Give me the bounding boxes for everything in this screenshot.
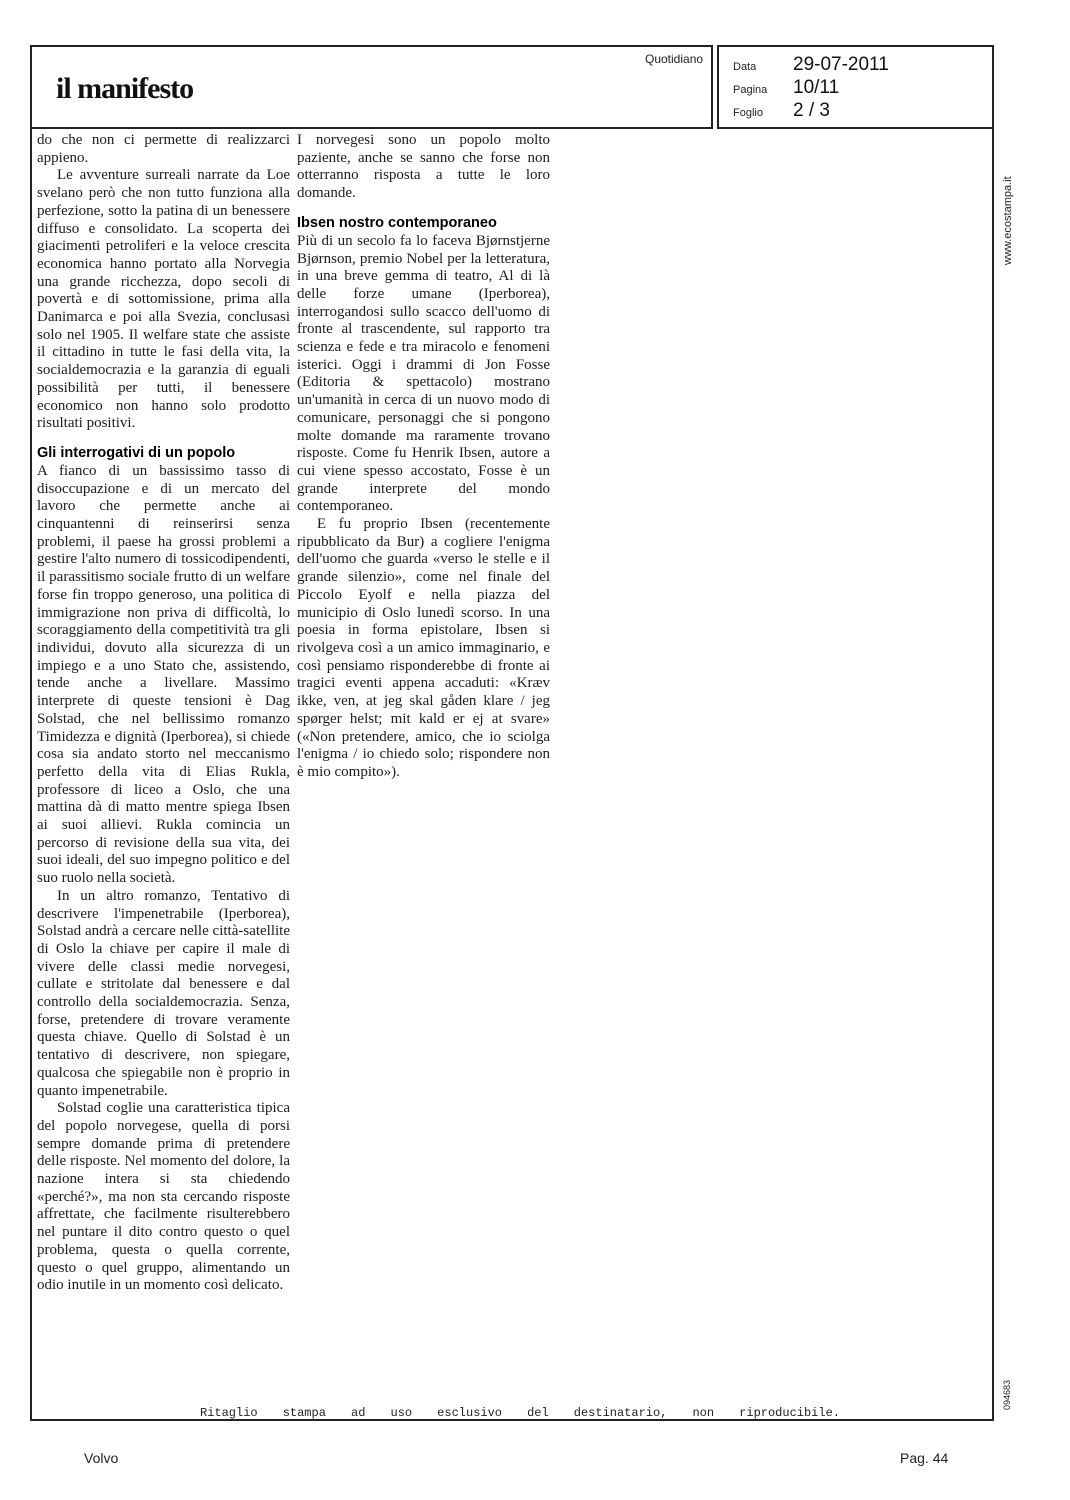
paragraph: Solstad coglie una caratteristica tipica del popolo norvegese, quella di porsi sempre domande prima di pretendere delle risposte. Nel momento del dolore, la nazione intera si sta chiedendo «perché?», ma non sta cercando risposte affrettate, che facilmente risulterebbero nel puntare il dito contro questo o quel problema, questa o quella corrente, questo o quel gruppo, alimentando un odio inutile in un momento così delicato. [37, 1100, 290, 1294]
meta-value: 10/11 [793, 77, 840, 98]
paragraph: A fianco di un bassissimo tasso di disoccupazione e di un mercato del lavoro che permette anche ai cinquantenni di reinserirsi senza problemi, il paese ha grossi problemi a gestire l'alto numero di tossicodipendenti, il parassitismo sociale frutto di un welfare forse fin troppo generoso, una politica di immigrazione non priva di difficoltà, lo scoraggiamento della competitività tra gli individui, dovuto alla sicurezza di un impiego e a uno Stato che, assistendo, tende anche a livellare. Massimo interprete di queste tensioni è Dag Solstad, che nel bellissimo romanzo Timidezza e dignità (Iperborea), si chiede cosa sia andato storto nel meccanismo perfetto della vita di Elias Rukla, professore di liceo a Oslo, che una mattina dà di matto mentre spiega Ibsen ai suoi allievi. Rukla comincia un percorso di revisione della sua vita, dei suoi ideali, del suo impegno politico e del suo ruolo nella società. [37, 462, 290, 887]
paragraph: Più di un secolo fa lo faceva Bjørnstjerne Bjørnson, premio Nobel per la letteratura, in una breve gemma di teatro, Al di là delle forze umane (Iperborea), interrogandosi sullo scacco dell'uomo di fronte al trascendente, sul rapporto tra scienza e fede e tra miracolo e fenomeni isterici. Oggi i drammi di Jon Fosse (Editoria & spettacolo) mostrano un'umanità in cerca di un nuovo modo di comunicare, personaggi che si pongono molte domande ma raramente trovano risposte. Come fu Henrik Ibsen, autore a cui viene spesso accostato, Fosse è un grande interprete del mondo contemporaneo. [297, 232, 550, 515]
meta-value: 2 / 3 [793, 100, 830, 121]
meta-row-sheet [733, 98, 983, 120]
publication-type: Quotidiano [645, 52, 704, 66]
meta-row-date [733, 52, 983, 74]
article-column-1 [37, 132, 290, 1295]
client-name: Volvo [84, 1450, 119, 1466]
paragraph: Le avventure surreali narrate da Loe svelano però che non tutto funziona alla perfezione, sotto la patina di un benessere diffuso e consolidato. La scoperta dei giacimenti petroliferi e la veloce crescita economica hanno portato alla Norvegia una grande ricchezza, dopo secoli di povertà e di sottomissione, prima alla Danimarca e poi alla Svezia, conclusasi solo nel 1905. Il welfare state che assiste il cittadino in tutte le fasi della vita, la socialdemocrazia e la garanzia di eguali possibilità per tutti, il benessere economico non hanno solo prodotto risultati positivi. [37, 167, 290, 432]
article-column-2 [297, 132, 550, 782]
paragraph: E fu proprio Ibsen (recentemente ripubblicato da Bur) a cogliere l'enigma dell'uomo che guarda «verso le stelle e il grande silenzio», come nel finale del Piccolo Eyolf e nella piazza del municipio di Oslo lunedì scorso. In una poesia in forma epistolare, Ibsen si rivolgeva così a un amico immaginario, e così pensiamo risponderebbe di fronte ai tragici eventi appena accaduti: «Kræv ikke, ven, at jeg skal gåden klare / jeg spørger helst; mit kald er ej at svare» («Non pretendere, amico, che io sciolga l'enigma / io chiedo solo; rispondere non è mio compito»). [297, 516, 550, 780]
clipping-code: 094683 [1002, 1379, 1012, 1410]
meta-row-page [733, 75, 983, 97]
copyright-notice: Ritaglio stampa ad uso esclusivo del destinatario, non riproducibile. [200, 1406, 840, 1420]
section-heading: Ibsen nostro contemporaneo [297, 214, 497, 231]
section-heading: Gli interrogativi di un popolo [37, 444, 236, 461]
meta-label: Pagina [733, 84, 768, 96]
newspaper-masthead: il manifesto [56, 72, 194, 105]
paragraph: I norvegesi sono un popolo molto paziente, anche se sanno che forse non otterranno risposta a tutte le loro domande. [297, 132, 550, 202]
paragraph: In un altro romanzo, Tentativo di descrivere l'impenetrabile (Iperborea), Solstad andrà a cercare nelle città-satellite di Oslo la chiave per capire il male di vivere delle classi medie norvegesi, cullate e stritolate dal benessere e dal controllo della socialdemocrazia. Senza, forse, pretendere di trovare veramente questa chiave. Quello di Solstad è un tentativo di descrivere, non spiegare, qualcosa che spiegabile non è proprio in quanto impenetrabile. [37, 887, 290, 1099]
source-site-label: www.ecostampa.it [1002, 176, 1014, 265]
page-number: Pag. 44 [900, 1450, 949, 1466]
paragraph: do che non ci permette di realizzarci appieno. [37, 132, 290, 166]
meta-label: Data [733, 61, 757, 73]
meta-label: Foglio [733, 107, 763, 119]
meta-value: 29-07-2011 [793, 54, 889, 75]
